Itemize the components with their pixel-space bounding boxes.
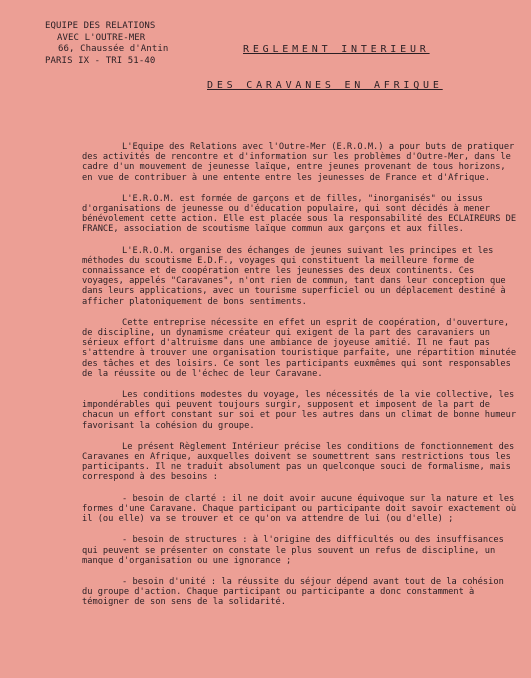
sender-address-block [45,21,168,67]
sender-line-city-phone: PARIS IX - TRI 51-40 [45,55,156,66]
need-unity-item: - besoin d'unité : la réussite du séjour dépend avant tout de la cohésion du groupe d'action. Chaque participant ou participante a donc constamment à témoigner de son sens de la solidarité. [82,576,504,608]
paragraph-1: L'Equipe des Relations avec l'Outre-Mer (E.R.O.M.) a pour buts de pratiquer des activités de rencontre et d'information sur les problèmes d'Outre-Mer, dans le cadre d'un mouvement de jeunesse laïque, entre jeunes provenant de tous horizons, en vue de contribuer à une entente entre les jeunesses de France et d'Afrique. [82,142,515,183]
document-title-line-1: REGLEMENT INTERIEUR [243,44,430,55]
paragraph-3: L'E.R.O.M. organise des échanges de jeunes suivant les principes et les méthodes du scoutisme E.D.F., voyages qui constituent la meilleure forme de connaissance et de coopération entre les jeunesses des deux continents. Ces voyages, appelés "Caravanes", n'ont rien de commun, tant dans leur conception que dans leurs applications, avec un tourisme superficiel ou un déplacement destiné à afficher platoniquement de bons sentiments. [82,245,506,307]
document-body [82,142,518,619]
sender-line-organisation: EQUIPE DES RELATIONS [45,21,156,31]
paragraph-6: Le présent Règlement Intérieur précise les conditions de fonctionnement des Caravanes en Afrique, auxquelles doivent se soumettrent sans restrictions tous les participants. Il ne traduit absolument pas un quelconque souci de formalisme, mais correspond à des besoins : [82,441,515,483]
need-structures-item: - besoin de structures : à l'origine des difficultés ou des insuffisances qui peuvent se présenter on constate le plus souvent un refus de discipline, un manque d'organisation ou une ignorance ; [82,535,504,566]
need-clarity-item: - besoin de clarté : il ne doit avoir aucune équivoque sur la nature et les formes d'une Caravane. Chaque participant ou participante doit savoir exactement où il (ou elle) va se trouver et ce qu'on va attendre de lui (ou d'elle) ; [82,493,517,525]
paragraph-4: Cette entreprise nécessite en effet un esprit de coopération, d'ouverture, de discipline, un dynamisme créateur qui exigent de la part des caravaniers un sérieux effort d'altruisme dans une ambiance de joyeuse amitié. Il ne faut pas s'attendre à trouver une organisation touristique parfaite, une répartition minutée des tâches et des loisirs. Ce sont les participants euxmêmes qui sont responsables de la réussite ou de l'échec de leur Caravane. [82,317,517,379]
document-title-line-2: DES CARAVANES EN AFRIQUE [207,80,443,91]
paragraph-5: Les conditions modestes du voyage, les nécessités de la vie collective, les impondérables qui peuvent toujours surgir, supposent et imposent de la part de chacun un effort constant sur soi et pour les autres dans un climat de bonne humeur favorisant la cohésion du groupe. [82,390,517,431]
sender-line-subtitle: AVEC L'OUTRE-MER [57,32,146,43]
paragraph-2: L'E.R.O.M. est formée de garçons et de filles, "inorganisés" ou issus d'organisations de jeunesse ou d'éducation populaire, qui sont décidés à mener bénévolement cette action. Elle est placée sous la responsabilité des ECLAIREURS DE FRANCE, association de scoutisme laïque commun aux garçons et aux filles. [82,193,517,235]
sender-line-street: 66, Chaussée d'Antin [58,44,169,54]
